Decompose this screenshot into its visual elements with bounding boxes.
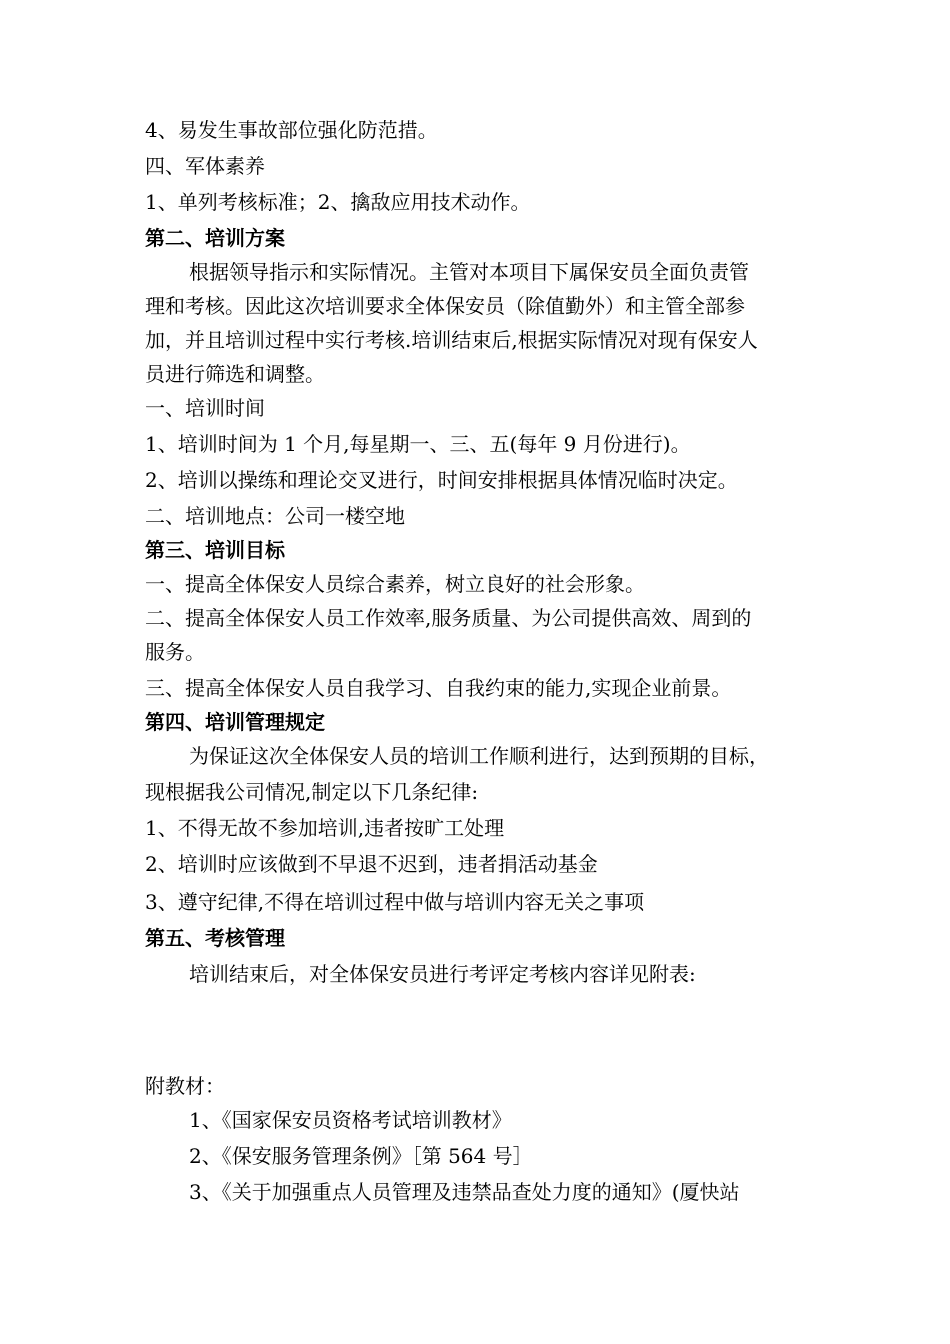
list-item: 1、《国家保安员资格考试培训教材》	[189, 1108, 512, 1132]
text-line: 4、易发生事故部位强化防范措。	[145, 118, 438, 142]
section-subheading: 一、培训时间	[145, 396, 265, 420]
paragraph-line: 培训结束后，对全体保安员进行考评定考核内容详见附表:	[189, 962, 696, 986]
section-heading: 第四、培训管理规定	[145, 710, 325, 734]
text-line: 2、培训以操练和理论交叉进行，时间安排根据具体情况临时决定。	[145, 468, 738, 492]
list-item: 3、遵守纪律,不得在培训过程中做与培训内容无关之事项	[145, 890, 645, 914]
text-line: 二、提高全体保安人员工作效率,服务质量、为公司提供高效、周到的	[145, 606, 752, 630]
paragraph-line: 理和考核。因此这次培训要求全体保安员（除值勤外）和主管全部参	[145, 294, 745, 318]
paragraph-line: 为保证这次全体保安人员的培训工作顺利进行，达到预期的目标，	[189, 744, 769, 768]
text-line: 一、提高全体保安人员综合素养，树立良好的社会形象。	[145, 572, 645, 596]
section-subheading: 二、培训地点：公司一楼空地	[145, 504, 405, 528]
list-item: 1、不得无故不参加培训,违者按旷工处理	[145, 816, 505, 840]
list-item: 3、《关于加强重点人员管理及违禁品查处力度的通知》(厦快站	[189, 1180, 740, 1204]
list-item: 2、《保安服务管理条例》［第 564 号］	[189, 1144, 533, 1168]
paragraph-line: 根据领导指示和实际情况。主管对本项目下属保安员全面负责管	[189, 260, 749, 284]
list-item: 2、培训时应该做到不早退不迟到，违者捐活动基金	[145, 852, 598, 876]
section-subheading: 四、军体素养	[145, 154, 265, 178]
text-line: 三、提高全体保安人员自我学习、自我约束的能力,实现企业前景。	[145, 676, 732, 700]
text-line: 1、培训时间为 1 个月,每星期一、三、五(每年 9 月份进行)。	[145, 432, 691, 456]
text-line: 服务。	[145, 640, 205, 664]
paragraph-line: 员进行筛选和调整。	[145, 362, 325, 386]
section-heading: 第五、考核管理	[145, 926, 285, 950]
paragraph-line: 加，并且培训过程中实行考核.培训结束后,根据实际情况对现有保安人	[145, 328, 758, 352]
section-heading: 第二、培训方案	[145, 226, 285, 250]
section-heading: 第三、培训目标	[145, 538, 285, 562]
appendix-heading: 附教材：	[145, 1074, 225, 1098]
text-line: 1、单列考核标准；2、擒敌应用技术动作。	[145, 190, 531, 214]
paragraph-line: 现根据我公司情况,制定以下几条纪律:	[145, 780, 479, 804]
